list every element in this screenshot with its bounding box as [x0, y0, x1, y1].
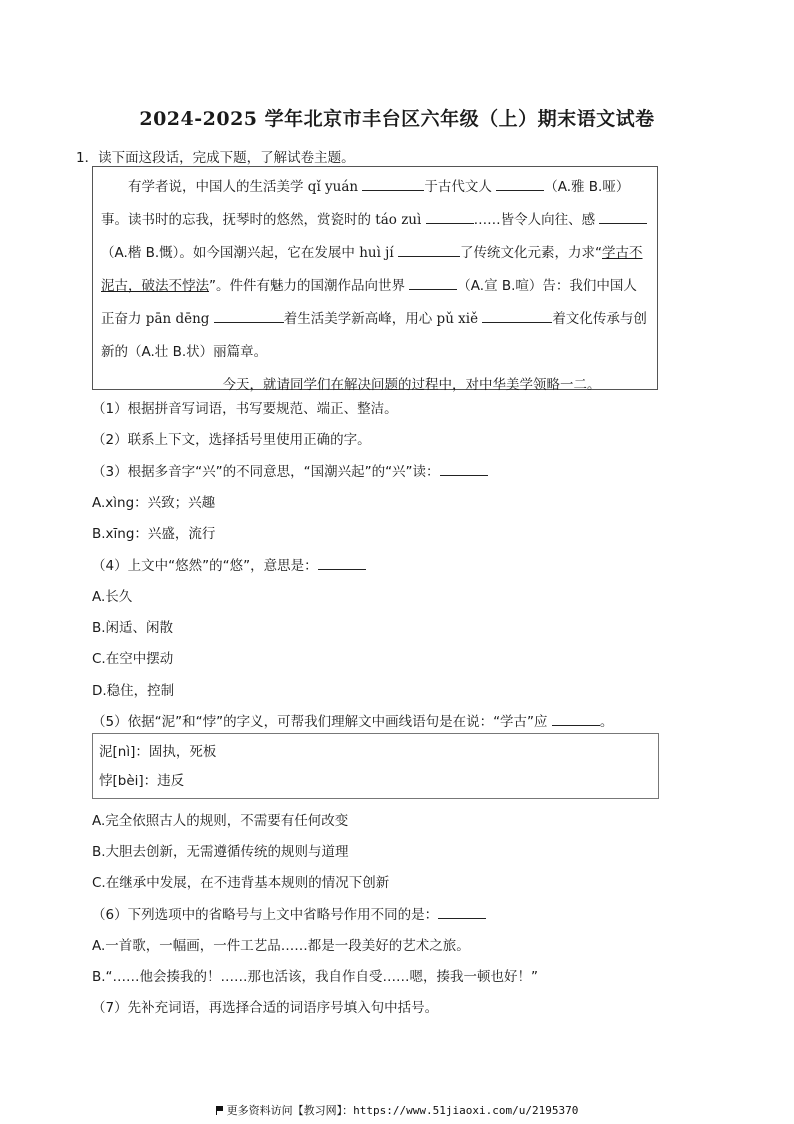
- question-1-stem: 1．读下面这段话，完成下题，了解试卷主题。: [76, 150, 355, 166]
- answer-blank[interactable]: [426, 209, 474, 224]
- pinyin-qiyuan: qǐ yuán: [307, 179, 359, 195]
- definition-bei: 悖[bèi]：违反: [99, 773, 185, 789]
- option-5c: C.在继承中发展，在不违背基本规则的情况下创新: [92, 875, 390, 891]
- sub-question-7: （7）先补充词语，再选择合适的词语序号填入句中括号。: [92, 1000, 439, 1016]
- answer-blank[interactable]: [214, 308, 284, 323]
- answer-blank[interactable]: [482, 308, 552, 323]
- definition-box: [92, 733, 659, 799]
- sub-question-4: （4）上文中“悠然”的“悠”，意思是：: [92, 554, 366, 574]
- option-6b: B.“……他会揍我的！……那也活该，我自作自受……嗯，揍我一顿也好！”: [92, 969, 539, 985]
- reading-passage: [92, 166, 658, 393]
- option-5b: B.大胆去创新，无需遵循传统的规则与道理: [92, 844, 349, 860]
- answer-blank[interactable]: [362, 176, 424, 191]
- answer-blank[interactable]: [318, 555, 366, 570]
- pinyin-pandeng: pān dēng: [145, 311, 210, 327]
- answer-blank[interactable]: [599, 209, 647, 224]
- pinyin-taozui: táo zuì: [375, 212, 422, 228]
- sub-question-6: （6）下列选项中的省略号与上文中省略号作用不同的是：: [92, 903, 486, 923]
- option-5a: A.完全依照古人的规则，不需要有任何改变: [92, 813, 349, 829]
- option-6a: A.一首歌，一幅画，一件工艺品……都是一段美好的艺术之旅。: [92, 938, 470, 954]
- option-4a: A.长久: [92, 589, 133, 605]
- answer-blank[interactable]: [552, 711, 600, 726]
- answer-blank[interactable]: [440, 461, 488, 476]
- option-4d: D.稳住，控制: [92, 683, 175, 699]
- flag-icon: [216, 1106, 224, 1115]
- answer-blank[interactable]: [496, 176, 544, 191]
- answer-blank[interactable]: [409, 275, 457, 290]
- sub-question-5: （5）依据“泥”和“悖”的字义，可帮我们理解文中画线语句是在说：“学古”应 。: [92, 710, 613, 730]
- definition-ni: 泥[nì]：固执，死板: [99, 744, 217, 760]
- sub-question-3: （3）根据多音字“兴”的不同意思，“国潮兴起”的“兴”读：: [92, 460, 488, 480]
- footer: [0, 1102, 794, 1118]
- pinyin-huiji: huì jí: [359, 245, 394, 261]
- pinyin-puxie: pǔ xiě: [436, 311, 479, 327]
- footer-link-text[interactable]: 更多资料访问【教习网】：https://www.51jiaoxi.com/u/2195370: [226, 1104, 579, 1117]
- page-title: 2024-2025 学年北京市丰台区六年级（上）期末语文试卷: [139, 108, 655, 130]
- option-4c: C.在空中摆动: [92, 651, 174, 667]
- answer-blank[interactable]: [398, 242, 460, 257]
- underlined-sentence: 学古不泥古，破法不悖法: [101, 245, 643, 294]
- answer-blank[interactable]: [438, 904, 486, 919]
- passage-paragraph-2: 今天，就请同学们在解决问题的过程中，对中华美学领略一二。: [222, 377, 601, 393]
- option-3b: B.xīng：兴盛，流行: [92, 526, 216, 542]
- passage-paragraph-1: 有学者说，中国人的生活美学 qǐ yuán 于古代文人 （A.雅 B.哑）事。读书时的忘我，抚琴时的悠然，赏瓷时的 táo zuì ……皆令人向往、感 （A.楷 B.慨）。如今国潮兴起，它在发展中 huì jí 了传统文化元素，力求“学古不泥古，破法不悖法”。件件有魅力的国潮作品向世界 （A.宣 B.喧）告：我们中国人正奋力 pān dēng 着生活美学新高峰，用心 pǔ xiě 着文化传承与创新的（A.壮 B.状）丽篇章。: [101, 171, 649, 369]
- option-4b: B.闲适、闲散: [92, 620, 174, 636]
- sub-question-1: （1）根据拼音写词语，书写要规范、端正、整洁。: [92, 401, 398, 417]
- option-3a: A.xìng：兴致；兴趣: [92, 495, 216, 511]
- sub-question-2: （2）联系上下文，选择括号里使用正确的字。: [92, 432, 371, 448]
